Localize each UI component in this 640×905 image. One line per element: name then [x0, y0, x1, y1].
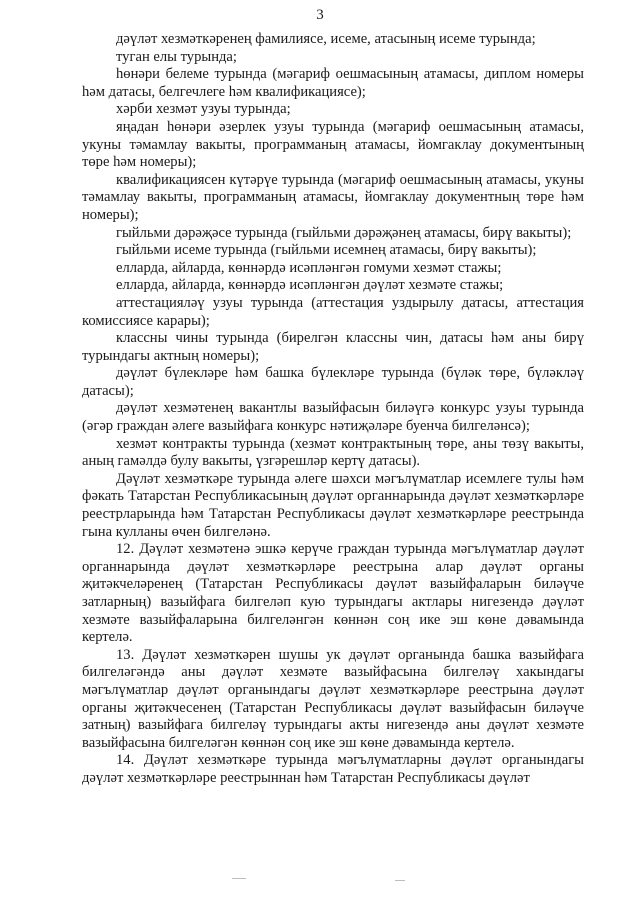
paragraph-awards: дәүләт бүлекләре һәм башка бүлекләре турында (бүләк төре, бүләкләү датасы);	[82, 365, 584, 399]
paragraph-qualification: квалификациясен күтәрүе турында (мәгариф оешмасының атамасы, укуны тәмамлау вакыты, программаның атамасы, йомгаклау документның төре һәм номеры);	[82, 171, 584, 223]
paragraph-birth-year: туган елы турында;	[116, 48, 237, 65]
paragraph-clause-13: 13. Дәүләт хезмәткәрен шушы ук дәүләт органында башка вазыйфага билгеләгәндә аны дәүләт хезмәте вазыйфасына билгеләү хакындагы мәгълүматлар дәүләт органындагы дәүләт хезмәткәрләре реестрына дәүләт органы җитәкчесенең (Татарстан Республикасы дәүләт вазыйфасын биләүче затның) вазыйфага билгеләү турындагы акты нигезендә аны дәүләт хезмәте вазыйфасына билгеләгән көннән соң ике эш көне дәвамында кертелә.	[82, 646, 584, 751]
document-body	[82, 31, 584, 788]
page-number: 3	[316, 7, 324, 23]
paragraph-retraining: яңадан һөнәри әзерлек узуы турында (мәгариф оешмасының атамасы, укуны тәмамлау вакыты, программаның атамасы, йомгаклау документының төре һәм номеры);	[82, 118, 584, 171]
paragraph-contract: хезмәт контракты турында (хезмәт контрактының төре, аны төзү вакыты, аның гамәлдә булу вакыты, үзгәрешләр кертү датасы).	[82, 435, 584, 470]
paragraph-academic-title: гыйльми исеме турында (гыйльми исемнең атамасы, бирү вакыты);	[116, 242, 537, 259]
paragraph-data-usage: Дәүләт хезмәткәре турында әлеге шәхси мәгълүматлар исемлеге тулы һәм фәкать Татарстан Республикасының дәүләт органнарында дәүләт хезмәткәрләре реестрларында һәм Татарстан Республикасы дәүләт хезмәткәрләре реестрында гына кулланы өчен билгеләнә.	[82, 470, 584, 540]
paragraph-class-rank: классны чины турында (бирелгән классны чин, датасы һәм аны бирү турындагы актның номеры);	[82, 330, 584, 364]
scan-mark-left	[232, 878, 246, 879]
paragraph-military-service: хәрби хезмәт узуы турында;	[116, 101, 291, 118]
paragraph-full-name: дәүләт хезмәткәренең фамилиясе, исеме, атасының исеме турында;	[116, 31, 536, 47]
paragraph-academic-degree: гыйльми дәрәҗәсе турында (гыйльми дәрәҗәнең атамасы, бирү вакыты);	[116, 224, 572, 241]
paragraph-clause-14: 14. Дәүләт хезмәткәре турында мәгълүматларны дәүләт органындагы дәүләт хезмәткәрләре реестрыннан һәм Татарстан Республикасы дәүләт	[82, 752, 584, 786]
paragraph-clause-12: 12. Дәүләт хезмәтенә эшкә керүче граждан турында мәгълүматлар дәүләт органнарында дәүләт хезмәткәрләре реестрына алар дәүләт органы җитәкчеләренең (Татарстан Республикасы дәүләт вазыйфаларын биләүче затларның) вазыйфага билгеләп кую турындагы актлары нигезендә дәүләт хезмәте вазыйфаларына билгеләнгән көннән соң ике эш көне дәвамында кертелә.	[82, 541, 584, 646]
paragraph-attestation: аттестацияләү узуы турында (аттестация уздырылу датасы, аттестация комиссиясе карары);	[82, 294, 584, 329]
paragraph-education: һөнәри белеме турында (мәгариф оешмасының атамасы, диплом номеры һәм датасы, белгечлеге һәм квалификациясе);	[82, 66, 584, 100]
paragraph-competition: дәүләт хезмәтенең вакантлы вазыйфасын биләүгә конкурс узуы турында (әгәр граждан әлеге вазыйфага конкурс нәтиҗәләре буенча билгеләнсә);	[82, 400, 584, 435]
paragraph-total-service: елларда, айларда, көннәрдә исәпләнгән гомуми хезмәт стажы;	[116, 259, 502, 276]
paragraph-civil-service: елларда, айларда, көннәрдә исәпләнгән дәүләт хезмәте стажы;	[116, 277, 504, 294]
scan-mark-right	[395, 880, 405, 881]
